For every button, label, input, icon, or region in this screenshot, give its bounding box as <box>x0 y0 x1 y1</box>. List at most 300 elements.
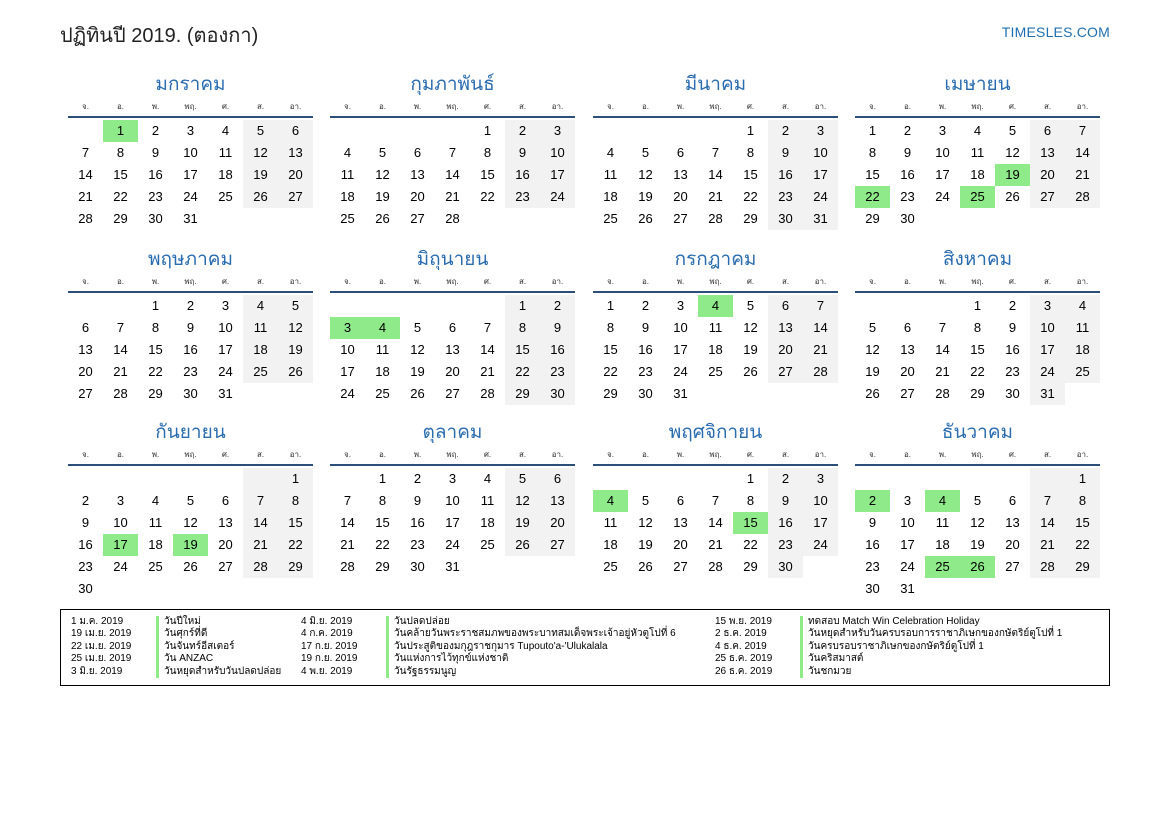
day-cell: 28 <box>708 559 723 574</box>
day-cell: 9 <box>81 515 90 530</box>
day-grid <box>68 295 313 405</box>
empty-cell <box>698 468 733 490</box>
day-cell: 12 <box>278 317 313 339</box>
day-cell: 14 <box>445 167 460 182</box>
empty-cell <box>628 120 663 142</box>
weekday-label: ศ. <box>221 277 230 286</box>
day-cell: 4 <box>973 123 982 138</box>
weekday-label: อ. <box>378 450 387 459</box>
weekday-label: พ. <box>676 102 685 111</box>
day-cell: 10 <box>183 145 198 160</box>
day-cell: 11 <box>603 167 618 182</box>
day-cell: 22 <box>480 189 495 204</box>
day-cell: 31 <box>445 559 460 574</box>
day-cell: 17 <box>103 534 138 556</box>
day-cell: 27 <box>900 386 915 401</box>
weekday-label: พ. <box>413 277 422 286</box>
day-cell: 2 <box>413 471 422 486</box>
day-cell: 9 <box>505 142 540 164</box>
day-grid <box>593 295 838 405</box>
day-cell: 8 <box>746 145 755 160</box>
day-cell: 28 <box>1065 186 1100 208</box>
day-cell: 23 <box>638 364 653 379</box>
day-cell: 20 <box>673 189 688 204</box>
day-cell: 25 <box>148 559 163 574</box>
day-cell: 18 <box>218 167 233 182</box>
day-cell: 5 <box>973 493 982 508</box>
day-cell: 23 <box>505 186 540 208</box>
weekday-label: พ. <box>938 277 947 286</box>
day-cell: 31 <box>1030 383 1065 405</box>
day-cell: 16 <box>768 512 803 534</box>
day-cell: 28 <box>935 386 950 401</box>
weekday-label: จ. <box>869 277 876 286</box>
empty-cell <box>470 295 505 317</box>
day-cell: 12 <box>243 142 278 164</box>
day-cell: 1 <box>868 123 877 138</box>
day-cell: 7 <box>116 320 125 335</box>
empty-cell <box>103 578 138 600</box>
day-cell: 31 <box>183 211 198 226</box>
day-grid <box>330 468 575 578</box>
day-cell: 9 <box>768 490 803 512</box>
day-cell: 5 <box>868 320 877 335</box>
day-cell: 24 <box>218 364 233 379</box>
weekday-label: จ. <box>344 102 351 111</box>
day-cell: 11 <box>603 515 618 530</box>
weekday-label: ส. <box>518 450 527 459</box>
empty-cell <box>890 295 925 317</box>
holiday-date: 4 ธ.ค. 2019 <box>715 640 767 652</box>
empty-cell <box>330 468 365 490</box>
holiday-name: วันคริสมาสต์ <box>800 653 863 665</box>
day-cell: 5 <box>746 298 755 313</box>
weekday-header <box>330 446 575 466</box>
holiday-name: วันครบรอบราชาภิเษกของกษัตริย์ตูโปที่ 1 <box>800 641 984 653</box>
empty-cell <box>925 295 960 317</box>
weekday-label: ศ. <box>483 450 492 459</box>
day-cell: 29 <box>865 211 880 226</box>
empty-cell <box>1030 208 1065 230</box>
holiday-name: วันศุกร์ที่ดี <box>156 628 207 640</box>
month-calendar <box>68 72 313 230</box>
weekday-header <box>593 446 838 466</box>
empty-cell <box>208 578 243 600</box>
calendar-title: ปฏิทินปี 2019. (ตองกา) <box>60 25 259 47</box>
day-cell: 22 <box>603 364 618 379</box>
day-cell: 13 <box>445 342 460 357</box>
day-cell: 18 <box>340 189 355 204</box>
empty-cell <box>68 120 103 142</box>
day-cell: 30 <box>768 208 803 230</box>
empty-cell <box>803 556 838 578</box>
holiday-list <box>60 609 1110 686</box>
day-cell: 2 <box>151 123 160 138</box>
empty-cell <box>768 383 803 405</box>
empty-cell <box>365 295 400 317</box>
weekday-label: อ. <box>378 102 387 111</box>
month-name: พฤศจิกายน <box>668 422 763 443</box>
holiday-row <box>705 641 1062 653</box>
day-cell: 11 <box>148 515 163 530</box>
day-cell: 4 <box>483 471 492 486</box>
empty-cell <box>1065 383 1100 405</box>
weekday-label: ศ. <box>483 102 492 111</box>
day-cell: 2 <box>641 298 650 313</box>
weekday-label: ศ. <box>746 102 755 111</box>
weekday-label: ส. <box>1043 102 1052 111</box>
day-cell: 11 <box>708 320 723 335</box>
weekday-label: จ. <box>869 102 876 111</box>
weekday-label: ศ. <box>1008 102 1017 111</box>
day-cell: 25 <box>218 189 233 204</box>
day-cell: 14 <box>113 342 128 357</box>
weekday-label: ส. <box>781 277 790 286</box>
empty-cell <box>995 468 1030 490</box>
holiday-name: วันหยุดสำหรับวันปลดปล่อย <box>156 666 281 678</box>
holiday-date: 25 ธ.ค. 2019 <box>715 653 773 665</box>
day-cell: 24 <box>935 189 950 204</box>
day-cell: 2 <box>81 493 90 508</box>
holiday-row <box>705 628 1062 640</box>
empty-cell <box>435 295 470 317</box>
weekday-label: ศ. <box>746 277 755 286</box>
months-grid <box>68 72 1102 602</box>
day-cell: 23 <box>1005 364 1020 379</box>
holiday-row <box>705 616 1062 628</box>
day-cell: 24 <box>183 189 198 204</box>
day-cell: 17 <box>900 537 915 552</box>
day-cell: 27 <box>673 211 688 226</box>
day-cell: 10 <box>113 515 128 530</box>
day-cell: 6 <box>278 120 313 142</box>
day-cell: 5 <box>1008 123 1017 138</box>
day-cell: 2 <box>768 120 803 142</box>
empty-cell <box>960 208 995 230</box>
day-cell: 30 <box>410 559 425 574</box>
day-cell: 2 <box>540 295 575 317</box>
day-cell: 8 <box>973 320 982 335</box>
empty-cell <box>540 208 575 230</box>
day-cell: 22 <box>375 537 390 552</box>
day-cell: 13 <box>278 142 313 164</box>
weekday-label: อา. <box>814 102 827 111</box>
weekday-label: พ. <box>151 102 160 111</box>
day-cell: 20 <box>900 364 915 379</box>
empty-cell <box>925 468 960 490</box>
day-cell: 1 <box>746 471 755 486</box>
holiday-row <box>291 641 676 653</box>
empty-cell <box>628 468 663 490</box>
empty-cell <box>400 295 435 317</box>
day-cell: 20 <box>78 364 93 379</box>
day-cell: 18 <box>603 189 618 204</box>
day-cell: 29 <box>970 386 985 401</box>
empty-cell <box>698 383 733 405</box>
empty-cell <box>1065 578 1100 600</box>
day-cell: 4 <box>593 490 628 512</box>
month-name: มกราคม <box>155 74 226 95</box>
day-grid <box>68 120 313 230</box>
empty-cell <box>593 468 628 490</box>
day-cell: 16 <box>78 537 93 552</box>
day-cell: 8 <box>151 320 160 335</box>
weekday-label: อ. <box>378 277 387 286</box>
empty-cell <box>330 295 365 317</box>
day-cell: 1 <box>606 298 615 313</box>
holiday-row <box>291 616 676 628</box>
day-cell: 22 <box>855 186 890 208</box>
empty-cell <box>243 208 278 230</box>
day-cell: 29 <box>743 559 758 574</box>
weekday-label: ศ. <box>483 277 492 286</box>
month-calendar <box>855 420 1100 600</box>
day-cell: 5 <box>641 493 650 508</box>
day-cell: 7 <box>343 493 352 508</box>
empty-cell <box>173 578 208 600</box>
empty-cell <box>593 120 628 142</box>
day-cell: 19 <box>865 364 880 379</box>
day-cell: 21 <box>113 364 128 379</box>
weekday-label: อ. <box>641 102 650 111</box>
holiday-column <box>61 616 281 678</box>
weekday-label: ศ. <box>1008 450 1017 459</box>
weekday-label: อ. <box>116 277 125 286</box>
day-cell: 5 <box>278 295 313 317</box>
empty-cell <box>960 578 995 600</box>
day-grid <box>855 468 1100 600</box>
day-cell: 8 <box>483 145 492 160</box>
day-cell: 9 <box>413 493 422 508</box>
day-cell: 6 <box>448 320 457 335</box>
day-cell: 12 <box>865 342 880 357</box>
month-name: สิงหาคม <box>942 249 1013 270</box>
weekday-label: อ. <box>116 450 125 459</box>
day-cell: 11 <box>480 493 495 508</box>
day-cell: 11 <box>375 342 390 357</box>
empty-cell <box>173 468 208 490</box>
month-name: กรกฎาคม <box>674 249 757 270</box>
day-cell: 10 <box>803 142 838 164</box>
day-cell: 13 <box>673 167 688 182</box>
day-cell: 22 <box>148 364 163 379</box>
weekday-label: พ. <box>151 277 160 286</box>
day-cell: 26 <box>410 386 425 401</box>
day-cell: 18 <box>375 364 390 379</box>
day-cell: 13 <box>78 342 93 357</box>
day-cell: 9 <box>903 145 912 160</box>
empty-cell <box>278 578 313 600</box>
empty-cell <box>243 383 278 405</box>
weekday-label: ส. <box>781 450 790 459</box>
day-cell: 7 <box>448 145 457 160</box>
empty-cell <box>138 578 173 600</box>
empty-cell <box>663 468 698 490</box>
day-cell: 21 <box>445 189 460 204</box>
day-cell: 4 <box>365 317 400 339</box>
weekday-label: พ. <box>413 450 422 459</box>
day-grid <box>330 120 575 230</box>
day-cell: 26 <box>743 364 758 379</box>
day-cell: 5 <box>243 120 278 142</box>
day-cell: 12 <box>970 515 985 530</box>
day-cell: 26 <box>1005 189 1020 204</box>
day-cell: 21 <box>708 189 723 204</box>
day-cell: 19 <box>278 339 313 361</box>
weekday-label: อา. <box>1076 102 1089 111</box>
month-calendar <box>855 247 1100 405</box>
day-cell: 25 <box>603 559 618 574</box>
day-cell: 21 <box>78 189 93 204</box>
day-cell: 26 <box>638 211 653 226</box>
day-cell: 3 <box>1030 295 1065 317</box>
day-cell: 13 <box>218 515 233 530</box>
day-cell: 5 <box>505 468 540 490</box>
day-cell: 29 <box>375 559 390 574</box>
holiday-column <box>705 616 1062 678</box>
day-cell: 14 <box>803 317 838 339</box>
day-cell: 11 <box>340 167 355 182</box>
holiday-name: วันรัฐธรรมนูญ <box>386 666 456 678</box>
weekday-label: อา. <box>1076 277 1089 286</box>
day-cell: 26 <box>278 361 313 383</box>
day-cell: 4 <box>151 493 160 508</box>
day-cell: 11 <box>935 515 950 530</box>
day-cell: 29 <box>148 386 163 401</box>
day-cell: 3 <box>221 298 230 313</box>
weekday-label: ส. <box>256 277 265 286</box>
day-cell: 9 <box>868 515 877 530</box>
day-cell: 7 <box>81 145 90 160</box>
day-cell: 4 <box>925 490 960 512</box>
holiday-row <box>61 616 281 628</box>
holiday-date: 1 ม.ค. 2019 <box>71 616 124 627</box>
day-cell: 6 <box>81 320 90 335</box>
day-grid <box>855 120 1100 230</box>
day-cell: 15 <box>970 342 985 357</box>
day-cell: 18 <box>1065 339 1100 361</box>
day-cell: 16 <box>183 342 198 357</box>
day-cell: 1 <box>378 471 387 486</box>
weekday-label: อา. <box>814 277 827 286</box>
empty-cell <box>68 468 103 490</box>
day-cell: 26 <box>375 211 390 226</box>
day-cell: 26 <box>505 534 540 556</box>
day-cell: 10 <box>803 490 838 512</box>
day-cell: 25 <box>340 211 355 226</box>
day-cell: 3 <box>186 123 195 138</box>
day-cell: 8 <box>1065 490 1100 512</box>
holiday-name: วัน ANZAC <box>156 653 213 665</box>
site-link[interactable]: TIMESLES.COM <box>1001 24 1110 40</box>
day-cell: 25 <box>603 211 618 226</box>
empty-cell <box>68 295 103 317</box>
holiday-name: วันแห่งการไว้ทุกข์แห่งชาติ <box>386 653 508 665</box>
empty-cell <box>505 556 540 578</box>
day-cell: 10 <box>900 515 915 530</box>
day-cell: 29 <box>603 386 618 401</box>
empty-cell <box>1030 578 1065 600</box>
weekday-label: อา. <box>289 102 302 111</box>
day-cell: 3 <box>803 468 838 490</box>
day-cell: 17 <box>803 164 838 186</box>
weekday-header <box>855 446 1100 466</box>
empty-cell <box>365 120 400 142</box>
empty-cell <box>505 208 540 230</box>
day-cell: 19 <box>970 537 985 552</box>
weekday-label: อา. <box>289 277 302 286</box>
day-cell: 4 <box>606 145 615 160</box>
holiday-date: 15 พ.ย. 2019 <box>715 616 772 627</box>
day-cell: 19 <box>375 189 390 204</box>
holiday-name: วันคล้ายวันพระราชสมภพของพระบาทสมเด็จพระเจ้าอยู่หัวตูโปที่ 6 <box>386 628 676 640</box>
day-cell: 22 <box>743 189 758 204</box>
weekday-label: ส. <box>518 277 527 286</box>
month-calendar <box>593 420 838 578</box>
day-cell: 1 <box>483 123 492 138</box>
day-cell: 8 <box>278 490 313 512</box>
day-cell: 8 <box>116 145 125 160</box>
day-cell: 2 <box>505 120 540 142</box>
holiday-name: วันชกมวย <box>800 666 851 678</box>
month-name: เมษายน <box>944 74 1011 95</box>
day-cell: 23 <box>148 189 163 204</box>
weekday-label: อา. <box>1076 450 1089 459</box>
day-cell: 8 <box>378 493 387 508</box>
day-cell: 9 <box>641 320 650 335</box>
day-cell: 2 <box>768 468 803 490</box>
day-cell: 30 <box>865 581 880 596</box>
empty-cell <box>243 578 278 600</box>
day-cell: 7 <box>711 493 720 508</box>
day-cell: 3 <box>676 298 685 313</box>
day-cell: 12 <box>638 167 653 182</box>
day-cell: 29 <box>1065 556 1100 578</box>
day-cell: 31 <box>900 581 915 596</box>
day-cell: 15 <box>603 342 618 357</box>
holiday-row <box>705 666 1062 678</box>
weekday-label: จ. <box>82 450 89 459</box>
month-calendar <box>330 420 575 578</box>
day-cell: 16 <box>900 167 915 182</box>
weekday-label: อ. <box>903 450 912 459</box>
empty-cell <box>208 208 243 230</box>
day-cell: 13 <box>673 515 688 530</box>
weekday-header <box>330 273 575 293</box>
day-cell: 12 <box>1005 145 1020 160</box>
day-cell: 30 <box>638 386 653 401</box>
day-cell: 8 <box>505 317 540 339</box>
weekday-label: พ. <box>676 450 685 459</box>
day-cell: 29 <box>278 556 313 578</box>
holiday-row <box>291 666 676 678</box>
day-cell: 21 <box>803 339 838 361</box>
day-cell: 18 <box>480 515 495 530</box>
day-cell: 29 <box>743 211 758 226</box>
empty-cell <box>1065 208 1100 230</box>
weekday-label: พฤ. <box>971 277 984 286</box>
empty-cell <box>435 120 470 142</box>
day-cell: 7 <box>1030 490 1065 512</box>
empty-cell <box>855 295 890 317</box>
day-cell: 21 <box>708 537 723 552</box>
month-name: กันยายน <box>155 422 226 443</box>
day-cell: 26 <box>183 559 198 574</box>
day-cell: 9 <box>768 142 803 164</box>
weekday-label: ส. <box>256 450 265 459</box>
day-cell: 17 <box>673 342 688 357</box>
empty-cell <box>803 383 838 405</box>
